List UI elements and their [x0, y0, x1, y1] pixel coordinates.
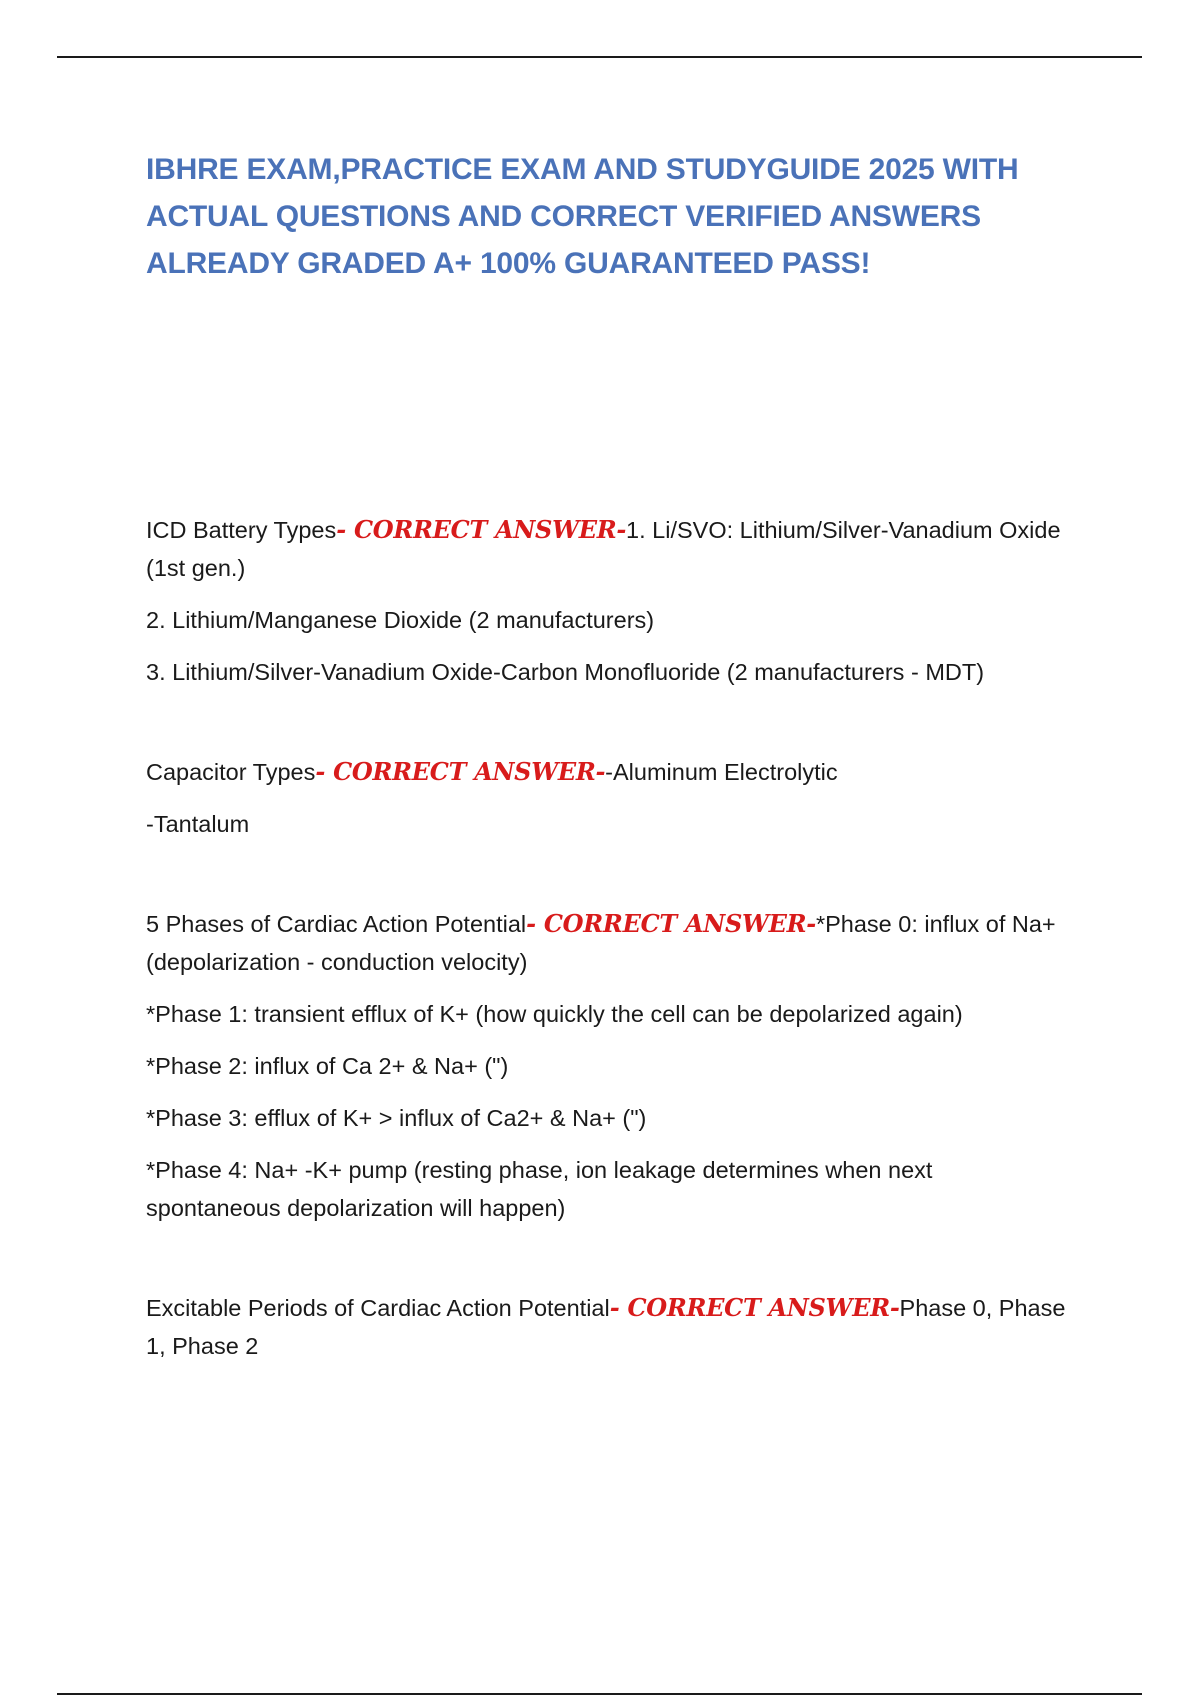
- qa-answer-line: *Phase 1: transient efflux of K+ (how quickly the cell can be depolarized again): [146, 1001, 963, 1027]
- correct-answer-tag: - CORRECT ANSWER-: [336, 515, 627, 544]
- header-rule: [57, 56, 1142, 58]
- qa-answer-line: -Tantalum: [146, 811, 250, 837]
- correct-answer-tag: - CORRECT ANSWER-: [526, 909, 816, 938]
- qa-answer-line: 3. Lithium/Silver-Vanadium Oxide-Carbon Monofluoride (2 manufacturers - MDT): [146, 659, 985, 685]
- qa-answer-line: [146, 1289, 1066, 1365]
- qa-answer-line: [146, 905, 1066, 981]
- correct-answer-tag: - CORRECT ANSWER-: [609, 1293, 900, 1322]
- document-body: [146, 146, 1066, 1427]
- qa-answer-line: 2. Lithium/Manganese Dioxide (2 manufacturers): [146, 607, 655, 633]
- qa-answer-line: *Phase 3: efflux of K+ > influx of Ca2+ & Na+ ("): [146, 1105, 647, 1131]
- qa-answer-first: Phase 0, Phase 1, Phase 2: [146, 1295, 1066, 1359]
- qa-answer-line: *Phase 2: influx of Ca 2+ & Na+ ("): [146, 1053, 509, 1079]
- qa-term: Capacitor Types: [146, 759, 316, 785]
- document-title: IBHRE EXAM,PRACTICE EXAM AND STUDYGUIDE 2025 WITH ACTUAL QUESTIONS AND CORRECT VERIFIED ANSWERS ALREADY GRADED A+ 100% GUARANTEED PASS!: [146, 153, 1019, 280]
- correct-answer-tag: - CORRECT ANSWER-: [315, 757, 606, 786]
- qa-term: Excitable Periods of Cardiac Action Potential: [146, 1295, 610, 1321]
- qa-item: [146, 905, 1066, 1227]
- qa-item: [146, 1289, 1066, 1365]
- qa-answer-first: -Aluminum Electrolytic: [605, 759, 838, 785]
- qa-answer-first: *Phase 0: influx of Na+ (depolarization - conduction velocity): [146, 911, 1056, 975]
- footer-rule: [57, 1693, 1142, 1695]
- qa-answer-line: *Phase 4: Na+ -K+ pump (resting phase, ion leakage determines when next spontaneous depolarization will happen): [146, 1157, 933, 1221]
- qa-item: [146, 753, 1066, 843]
- qa-answer-line: [146, 753, 1066, 791]
- qa-term: ICD Battery Types: [146, 517, 337, 543]
- qa-item: [146, 511, 1066, 691]
- title-spacer: [146, 287, 1066, 511]
- qa-answer-line: [146, 511, 1066, 587]
- qa-term: 5 Phases of Cardiac Action Potential: [146, 911, 527, 937]
- qa-answer-first: 1. Li/SVO: Lithium/Silver-Vanadium Oxide (1st gen.): [146, 517, 1061, 581]
